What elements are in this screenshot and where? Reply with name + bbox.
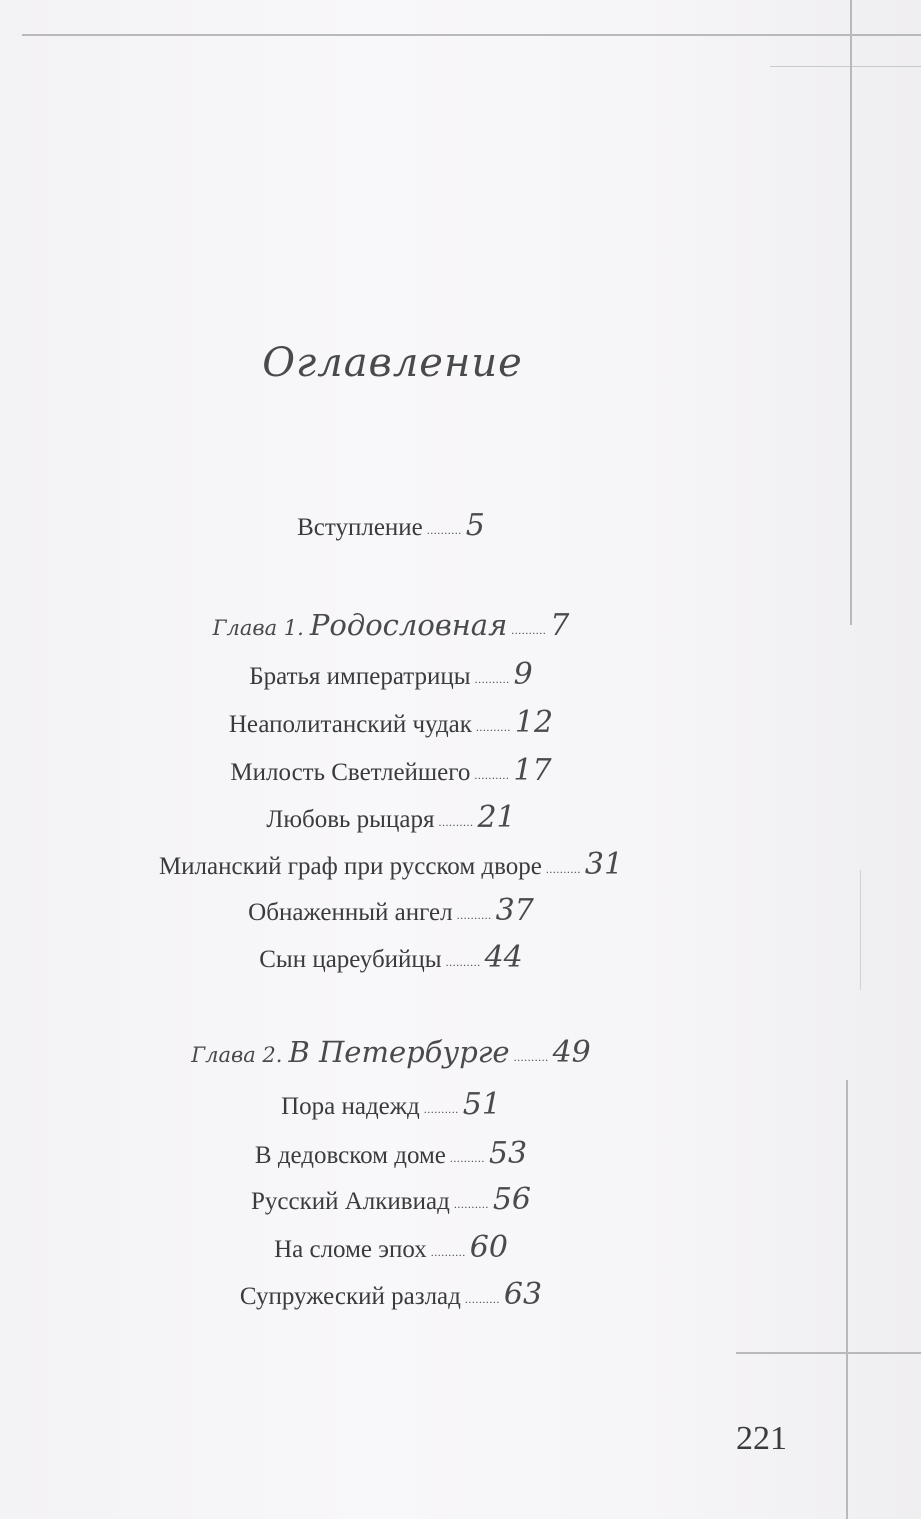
toc-entry[interactable] bbox=[0, 893, 782, 928]
toc-leader-dots: .......... bbox=[464, 1292, 500, 1306]
toc-entry[interactable] bbox=[0, 753, 782, 788]
toc-entry[interactable] bbox=[0, 657, 782, 692]
toc-entry-label: Сын цареубийцы bbox=[259, 946, 442, 973]
page-number: 221 bbox=[736, 1420, 787, 1457]
chapter-word: Глава 1. bbox=[212, 616, 304, 640]
toc-entry[interactable] bbox=[0, 1136, 782, 1171]
frame-rule-vertical-right bbox=[860, 870, 861, 990]
frame-rule-top bbox=[22, 34, 921, 36]
toc-entry-label: Братья императрицы bbox=[249, 663, 471, 690]
toc-leader-dots: .......... bbox=[474, 768, 510, 782]
toc-leader-dots: .......... bbox=[430, 1245, 466, 1259]
chapter-title: Родословная bbox=[309, 608, 508, 642]
toc-entry[interactable] bbox=[0, 1087, 782, 1122]
toc-entry[interactable] bbox=[0, 705, 782, 740]
toc-page-number: 60 bbox=[469, 1230, 508, 1265]
toc-page-number: 63 bbox=[503, 1277, 543, 1312]
toc-entry-label: На сломе эпох bbox=[274, 1236, 427, 1263]
toc-entry-label: Обнаженный ангел bbox=[248, 899, 453, 926]
toc-page-number: 49 bbox=[552, 1035, 591, 1070]
toc-entry-label: Супружеский разлад bbox=[239, 1283, 461, 1310]
toc-page-number: 53 bbox=[488, 1136, 528, 1171]
frame-rule-vertical-bottom bbox=[846, 1080, 848, 1519]
toc-leader-dots: .......... bbox=[511, 623, 547, 637]
toc-page-number: 21 bbox=[477, 800, 516, 835]
toc-entry-label: Милость Светлейшего bbox=[230, 759, 471, 786]
toc-leader-dots: .......... bbox=[426, 523, 462, 537]
toc-entry-label: Любовь рыцаря bbox=[266, 806, 435, 833]
toc-leader-dots: .......... bbox=[545, 862, 581, 876]
toc-leader-dots: .......... bbox=[474, 672, 510, 686]
toc-entry-label: Русский Алкивиад bbox=[251, 1188, 450, 1215]
chapter-title: В Петербурге bbox=[288, 1035, 510, 1069]
toc-leader-dots: .......... bbox=[456, 908, 492, 922]
frame-rule-top-secondary bbox=[770, 66, 921, 67]
toc-page-number: 44 bbox=[484, 940, 523, 975]
toc-entry-label: В дедовском доме bbox=[254, 1142, 446, 1169]
toc-title: Оглавление bbox=[262, 340, 523, 386]
toc-leader-dots: .......... bbox=[475, 720, 511, 734]
toc-entry-label: Неаполитанский чудак bbox=[228, 711, 472, 738]
toc-page-number: 7 bbox=[550, 608, 570, 643]
frame-rule-vertical-top bbox=[850, 0, 852, 625]
toc-entry-label: Вступление bbox=[297, 514, 423, 541]
toc-page-number: 12 bbox=[514, 705, 554, 740]
frame-rule-bottom bbox=[736, 1352, 921, 1354]
toc-page-number: 17 bbox=[513, 753, 552, 788]
toc-entry[interactable] bbox=[0, 940, 782, 975]
toc-page-number: 51 bbox=[462, 1087, 501, 1122]
toc-entry-intro[interactable] bbox=[0, 508, 782, 543]
toc-entry[interactable] bbox=[0, 1230, 782, 1265]
toc-chapter-1[interactable] bbox=[0, 608, 782, 643]
toc-entry[interactable] bbox=[0, 1182, 782, 1217]
toc-entry[interactable] bbox=[0, 847, 782, 882]
toc-leader-dots: .......... bbox=[445, 955, 481, 969]
toc-entry[interactable] bbox=[0, 800, 782, 835]
toc-leader-dots: .......... bbox=[453, 1197, 489, 1211]
toc-leader-dots: .......... bbox=[423, 1102, 459, 1116]
toc-entry[interactable] bbox=[0, 1277, 782, 1312]
toc-page-number: 56 bbox=[492, 1182, 531, 1217]
toc-leader-dots: .......... bbox=[513, 1050, 549, 1064]
chapter-word: Глава 2. bbox=[191, 1043, 283, 1067]
toc-leader-dots: .......... bbox=[438, 815, 474, 829]
toc-chapter-2[interactable] bbox=[0, 1035, 782, 1070]
toc-page-number: 31 bbox=[584, 847, 624, 882]
toc-page-number: 9 bbox=[513, 657, 533, 692]
toc-page-number: 37 bbox=[495, 893, 534, 928]
toc-entry-label: Пора надежд bbox=[281, 1093, 420, 1120]
toc-leader-dots: .......... bbox=[449, 1151, 485, 1165]
toc-page-number: 5 bbox=[465, 508, 485, 543]
toc-entry-label: Миланский граф при русском дворе bbox=[158, 853, 542, 880]
